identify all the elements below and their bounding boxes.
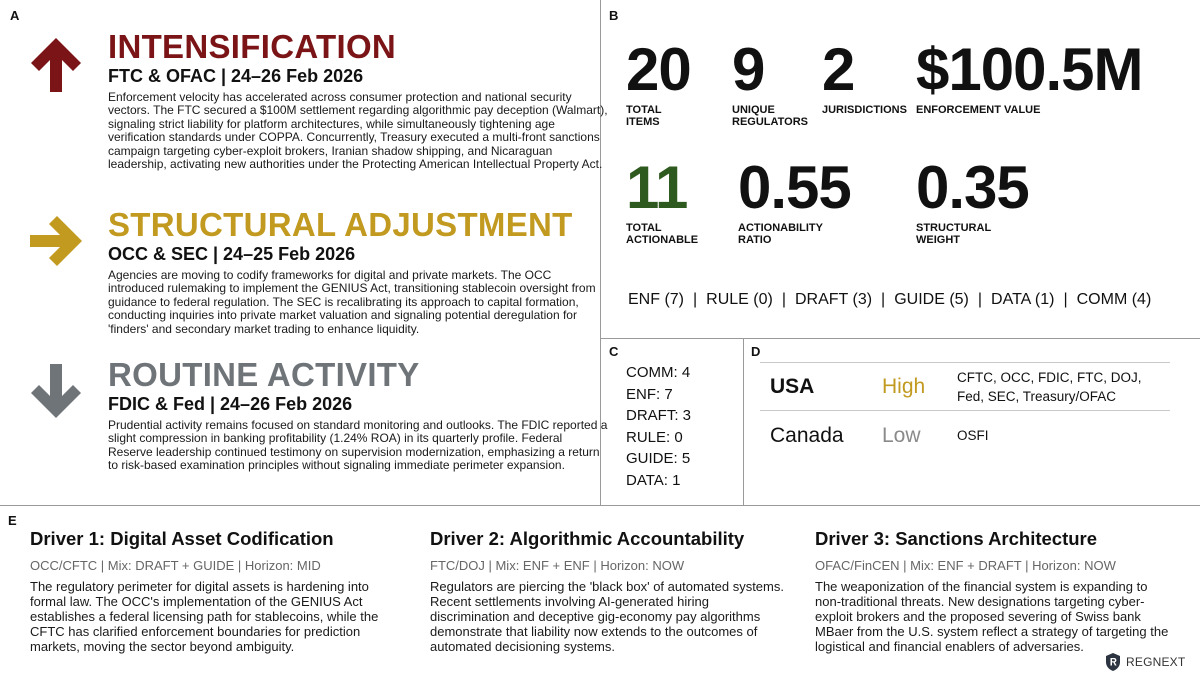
driver-meta: OFAC/FinCEN | Mix: ENF + DRAFT | Horizon: NOW <box>815 558 1116 573</box>
stat-total-actionable <box>626 154 699 246</box>
count-enf: ENF: 7 <box>626 385 673 403</box>
stat-total-items <box>626 36 691 128</box>
driver-title: Driver 3: Sanctions Architecture <box>815 528 1098 549</box>
count-rule: RULE: 0 <box>626 428 683 446</box>
stat-value: 20 <box>626 36 691 103</box>
mix-item-comm: COMM (4) <box>1076 291 1152 308</box>
mix-item-guide: GUIDE (5) <box>894 291 969 308</box>
item-type-mix <box>628 291 1151 309</box>
mix-item-enf: ENF (7) <box>628 291 684 308</box>
count-draft: DRAFT: 3 <box>626 407 692 424</box>
driver-card-2 <box>430 528 790 654</box>
jurisdiction-row-usa <box>770 366 1170 414</box>
stat-value: 0.55 <box>738 154 851 221</box>
trend-structural-adjustment <box>28 206 596 347</box>
driver-meta: FTC/DOJ | Mix: ENF + ENF | Horizon: NOW <box>430 558 685 573</box>
count-comm: COMM: 4 <box>626 364 691 381</box>
stat-label: ACTIONABILITY RATIO <box>738 222 823 246</box>
panel-label-d: D <box>751 344 761 359</box>
jurisdiction-name: Canada <box>770 424 844 447</box>
divider-c-right <box>743 338 744 505</box>
driver-title: Driver 2: Algorithmic Accountability <box>430 528 745 549</box>
trend-title: ROUTINE ACTIVITY <box>108 356 420 393</box>
trend-title: INTENSIFICATION <box>108 28 397 65</box>
activity-level: Low <box>882 424 921 447</box>
trend-routine-activity <box>28 356 608 497</box>
stat-label: TOTAL ITEMS <box>626 104 662 128</box>
row-divider <box>760 362 1170 363</box>
stat-value: 0.35 <box>916 154 1029 221</box>
trend-body: Prudential activity remains focused on standard monitoring and outlooks. The FDIC reported a slight compression in banking profitability (1.24% ROA) in its quarterly profile. Federal Reserve leadership continued testimony on supervision modernization, emphasizing a return to risk-based examination principles without signaling immediate perimeter expansion. <box>108 418 608 473</box>
brand-name: REGNEXT <box>1126 655 1186 669</box>
panel-label-e: E <box>8 513 17 528</box>
driver-card-3 <box>815 528 1175 654</box>
stat-label: TOTAL ACTIONABLE <box>626 222 699 246</box>
stat-value: 11 <box>626 154 688 221</box>
regulator-list: OSFI <box>957 428 989 443</box>
stat-value: 9 <box>732 36 765 103</box>
stat-label: ENFORCEMENT VALUE <box>916 104 1041 116</box>
mix-item-draft: DRAFT (3) <box>795 291 873 308</box>
divider-b-bottom <box>600 338 1200 339</box>
row-divider <box>760 410 1170 411</box>
stat-enforcement-value <box>916 36 1143 116</box>
trend-subtitle: OCC & SEC | 24–25 Feb 2026 <box>108 244 356 264</box>
trend-subtitle: FDIC & Fed | 24–26 Feb 2026 <box>108 394 353 414</box>
count-data: DATA: 1 <box>626 471 681 489</box>
stat-label: STRUCTURAL WEIGHT <box>916 222 991 246</box>
arrow-up-icon <box>28 36 84 94</box>
count-guide: GUIDE: 5 <box>626 450 691 467</box>
panel-c-type-counts <box>626 362 691 491</box>
driver-card-1 <box>30 528 390 654</box>
mix-item-data: DATA (1) <box>991 291 1055 308</box>
mix-separator: | <box>881 291 886 308</box>
stat-value: $100.5M <box>916 36 1143 103</box>
stat-jurisdictions <box>822 36 907 116</box>
stat-label: JURISDICTIONS <box>822 104 907 116</box>
driver-body: Regulators are piercing the 'black box' of automated systems. Recent settlements involving AI-generated hiring discrimination and deceptive gig-economy pay algorithms demonstrate that liability now extends to the outcomes of automated decisioning systems. <box>430 579 784 654</box>
arrow-down-icon <box>28 362 84 420</box>
panel-label-c: C <box>609 344 619 359</box>
regnext-shield-logo-icon <box>1104 652 1122 672</box>
driver-title: Driver 1: Digital Asset Codification <box>30 528 334 549</box>
jurisdiction-name: USA <box>770 375 815 398</box>
stat-label: UNIQUE REGULATORS <box>732 104 808 128</box>
trend-title: STRUCTURAL ADJUSTMENT <box>108 206 573 243</box>
trend-body: Enforcement velocity has accelerated across consumer protection and national security vectors. The FTC secured a $100M settlement regarding algorithmic pay deception (Walmart), signaling strict liability for platform architectures, while simultaneously tightening age verification standards under COPPA. Concurrently, Treasury executed a multi-front sanctions campaign targeting cyber-exploit brokers, Iranian shadow shipping, and Nicaraguan leadership, activating new authorities under the Protecting American Intellectual Property Act. <box>108 90 608 172</box>
stat-actionability-ratio <box>738 154 851 246</box>
activity-level: High <box>882 375 926 398</box>
divider-e-top <box>0 505 1200 506</box>
stat-value: 2 <box>822 36 855 103</box>
trend-body: Agencies are moving to codify frameworks for digital and private markets. The OCC introduced rulemaking to implement the GENIUS Act, transitioning stablecoin oversight from guidance to federal regulation. The SEC is recalibrating its approach to capital formation, conducting inquiries into private market valuation and signaling potential deregulation for 'finders' and secondary market trading to enhance liquidity. <box>108 268 596 336</box>
mix-separator: | <box>781 291 786 308</box>
mix-item-rule: RULE (0) <box>706 291 773 308</box>
mix-separator: | <box>1063 291 1068 308</box>
panel-label-a: A <box>10 8 20 23</box>
mix-separator: | <box>977 291 983 308</box>
stat-unique-regulators <box>732 36 808 128</box>
trend-intensification <box>28 28 608 194</box>
panel-label-b: B <box>609 8 619 23</box>
brand-mark <box>1104 652 1185 672</box>
jurisdiction-row-canada <box>770 414 1170 462</box>
regulator-list: CFTC, OCC, FDIC, FTC, DOJ, Fed, SEC, Treasury/OFAC <box>957 370 1142 404</box>
mix-separator: | <box>693 291 698 308</box>
stat-structural-weight <box>916 154 1029 246</box>
driver-meta: OCC/CFTC | Mix: DRAFT + GUIDE | Horizon: MID <box>30 558 321 573</box>
driver-body: The weaponization of the financial system is expanding to non-traditional threats. New designations targeting cyber-exploit brokers and the proposed severing of Swiss bank MBaer from the U.S. system reflect a strategy of targeting the logistical and financial enablers of adversaries. <box>815 579 1169 654</box>
arrow-right-icon <box>28 212 84 270</box>
driver-body: The regulatory perimeter for digital assets is hardening into formal law. The OCC's implementation of the GENIUS Act establishes a federal licensing path for stablecoins, while the CFTC has clarified enforcement boundaries for prediction markets, moving the sector beyond ambiguity. <box>30 579 379 654</box>
trend-subtitle: FTC & OFAC | 24–26 Feb 2026 <box>108 66 364 86</box>
